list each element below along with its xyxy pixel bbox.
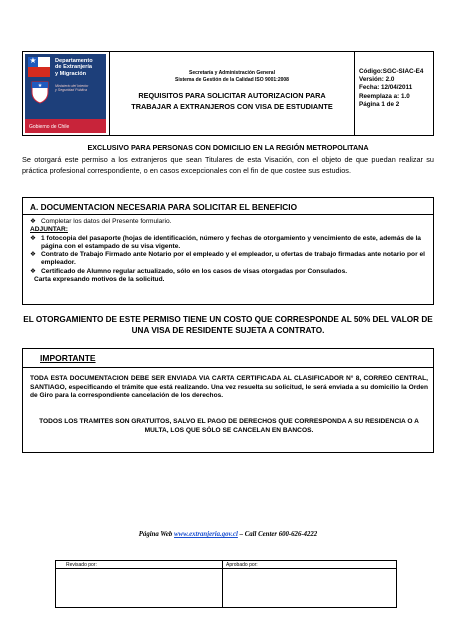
document-version: Versión: 2.0 [359,76,395,84]
list-item: ❖ Certificado de Alumno regular actualizado, sólo en los casos de visas otorgadas por Consulados. [30,267,348,275]
requirements-list [30,218,428,284]
document-title [110,91,354,112]
document-code: Código:SGC-SIAC-E4 [359,68,424,75]
title-line-2: TRABAJAR A EXTRANJEROS CON VISA DE ESTUDIANTE [131,101,333,111]
reviewed-by-label: Revisado por: [66,562,97,568]
extranjeria-logo [25,54,106,133]
organization-info [110,70,354,83]
approved-by-label: Aprobado por: [226,562,258,568]
org-line-2: Sistema de Gestión de la Calidad ISO 9001:2008 [175,76,289,83]
org-line-1: Secretaría y Administración General [189,70,275,76]
importante-divider [22,367,434,368]
website-link[interactable]: www.extranjeria.gov.cl [174,531,238,538]
svg-text:★: ★ [37,83,43,89]
diamond-bullet-icon: ❖ [30,218,36,225]
diamond-bullet-icon: ❖ [30,251,36,259]
exclusive-heading: EXCLUSIVO PARA PERSONAS CON DOMICILIO EN LA REGIÓN METROPOLITANA [87,143,369,152]
document-replaces: Reemplaza a: 1.0 [359,92,410,100]
section-a-divider [22,214,434,215]
logo-cell [23,52,110,135]
importante-paragraph-1: TODA ESTA DOCUMENTACION DEBE SER ENVIADA VIA CARTA CERTIFICADA AL CLASIFICADOR N° 8, CORREO CENTRAL, SANTIAGO, especificando el trámite que está realizando. Una vez resuelta su solicitud, le será enviada a su domicilio la Orden de Giro para la correspondiente cancelación de los derechos. [30,375,428,400]
carta-item: Carta expresando motivos de la solicitud. [34,276,165,284]
document-date: Fecha: 12/04/2011 [359,84,413,92]
footer-contact [22,531,434,538]
adjuntar-label: ADJUNTAR: [30,226,68,234]
coat-of-arms-icon [30,80,50,104]
intro-paragraph: Se otorgará este permiso a los extranjeros que sean Titulares de esta Visación, con el objeto de que puedan realizar su práctica profesional correspondiente, o en casos excepcionales con el fin de que costee sus estudios. [22,155,434,175]
list-item: ❖ 1 fotocopia del pasaporte (hojas de identificación, número y fechas de otorgamiento y vencimiento de este, además de la página con el estampado de su visa vigente. [30,234,421,250]
cost-notice: EL OTORGAMIENTO DE ESTE PERMISO TIENE UN COSTO QUE CORRESPONDE AL 50% DEL VALOR DE UNA VISA DE RESIDENTE SUJETA A CONTRATO. [23,315,433,335]
importante-title: IMPORTANTE [40,353,96,363]
diamond-bullet-icon: ❖ [30,267,36,275]
call-center: – Call Center 600-626-4222 [239,531,318,538]
diamond-bullet-icon: ❖ [30,234,36,242]
signature-header-line [55,568,397,569]
document-meta-cell [355,52,435,135]
chile-flag-icon: ★ [28,57,50,77]
list-item: ❖ Completar los datos del Presente formulario. [30,218,172,225]
government-label: Gobierno de Chile [29,124,70,130]
ministry-name: Ministerio del Interior y Seguridad Pública [55,84,89,93]
department-name: Departamento de Extranjería y Migración [55,58,93,77]
document-header [22,51,434,136]
importante-paragraph-2: TODOS LOS TRAMITES SON GRATUITOS, SALVO EL PAGO DE DERECHOS QUE CORRESPONDA A SU RESIDENCIA O A MULTA, LOS QUE SÓLO SE CANCELAN EN BANCOS. [39,418,419,434]
title-line-1: REQUISITOS PARA SOLICITAR AUTORIZACION PARA [138,91,326,100]
section-a-title: A. DOCUMENTACION NECESARIA PARA SOLICITAR EL BENEFICIO [30,202,298,212]
list-item: ❖ Contrato de Trabajo Firmado ante Notario por el empleado y el empleador, u ofertas de trabajo firmadas ante notario por el empleador. [30,251,425,267]
page-number: Página 1 de 2 [359,100,400,108]
header-title-cell [110,52,355,135]
web-label: Página Web [138,531,173,538]
